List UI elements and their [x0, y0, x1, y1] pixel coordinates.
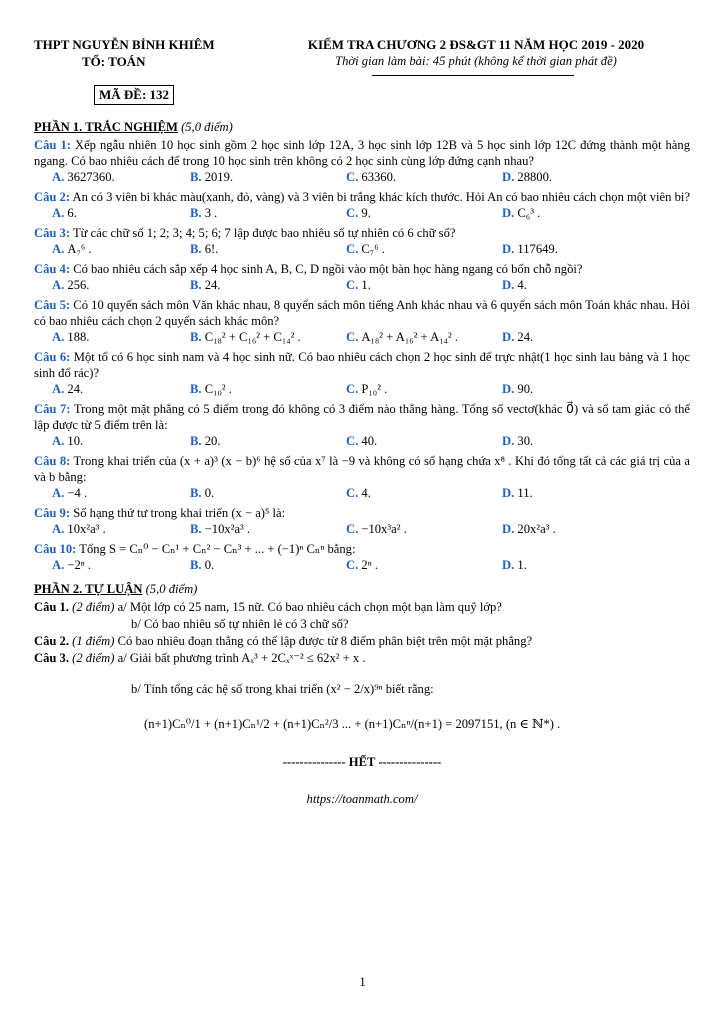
option-value: −4 . — [67, 486, 88, 500]
page-number: 1 — [359, 975, 366, 989]
option-value: 3627360. — [67, 170, 115, 184]
option-value: 40. — [361, 434, 378, 448]
option-value: 2019. — [204, 170, 234, 184]
option-c — [346, 169, 502, 186]
option-c — [346, 205, 502, 222]
option-d — [502, 241, 658, 258]
option-value: 6!. — [204, 242, 219, 256]
option-value: C₆³ . — [517, 206, 541, 220]
part1-points: (5,0 điểm) — [181, 120, 233, 134]
essay-q3a-text: a/ Giải bất phương trình Aₓ³ + 2Cₓˣ⁻² ≤ 62x² + x . — [117, 651, 366, 665]
option-letter: C. — [346, 278, 362, 292]
question-4 — [34, 261, 690, 277]
question-9 — [34, 505, 690, 521]
option-value: 4. — [361, 486, 371, 500]
essay-q2-label: Câu 2. — [34, 634, 69, 648]
question-label: Câu 6: — [34, 350, 71, 364]
option-value: C₁₀² . — [204, 382, 232, 396]
option-d — [502, 169, 658, 186]
option-value: −2ⁿ . — [67, 558, 92, 572]
options-row — [34, 521, 690, 538]
option-d — [502, 205, 658, 222]
question-7 — [34, 401, 690, 433]
question-text: Từ các chữ số 1; 2; 3; 4; 5; 6; 7 lập được bao nhiêu số tự nhiên có 6 chữ số? — [72, 226, 456, 240]
essay-q1-label: Câu 1. — [34, 600, 69, 614]
option-a — [34, 557, 190, 574]
option-d — [502, 521, 658, 538]
option-value: C₁₈² + C₁₆² + C₁₄² . — [204, 330, 301, 344]
option-letter: B. — [190, 170, 205, 184]
option-value: 30. — [517, 434, 534, 448]
header-divider — [372, 75, 574, 76]
options-row — [34, 205, 690, 222]
option-value: 24. — [67, 382, 84, 396]
option-d — [502, 329, 658, 346]
option-value: 0. — [204, 486, 215, 500]
option-letter: C. — [346, 434, 362, 448]
part2-title: PHẦN 2. TỰ LUẬN — [34, 582, 143, 596]
option-a — [34, 205, 190, 222]
question-list — [34, 137, 690, 574]
option-letter: D. — [502, 558, 518, 572]
part1-heading — [34, 120, 690, 135]
essay-q2-points: (1 điểm) — [72, 634, 115, 648]
option-letter: A. — [52, 206, 68, 220]
option-c — [346, 381, 502, 398]
question-8 — [34, 453, 690, 485]
question-text: Có 10 quyển sách môn Văn khác nhau, 8 quyển sách môn tiếng Anh khác nhau và 6 quyển sách môn Toán khác nhau. Hỏi có bao nhiêu cách chọn 2 quyển sách khác môn? — [34, 298, 690, 328]
option-letter: B. — [190, 558, 205, 572]
option-value: P₁₀² . — [361, 382, 388, 396]
option-letter: C. — [346, 382, 362, 396]
option-b — [190, 557, 346, 574]
question-label: Câu 2: — [34, 190, 71, 204]
option-a — [34, 485, 190, 502]
question-text: Trong khai triển của (x + a)³ (x − b)⁶ hệ số của x⁷ là −9 và không có số hạng chứa x⁸ . Khi đó tổng tất cả các giá trị của a và b bằng: — [34, 454, 690, 484]
question-text: Xếp ngẫu nhiên 10 học sinh gồm 2 học sinh lớp 12A, 3 học sinh lớp 12B và 5 học sinh lớp 12C đứng thành một hàng ngang. Có bao nhiêu cách để trong 10 học sinh trên không có 2 học sinh cùng lớp đứng cạnh nhau? — [34, 138, 690, 168]
option-value: 90. — [517, 382, 534, 396]
option-d — [502, 557, 658, 574]
option-letter: D. — [502, 522, 518, 536]
option-value: 11. — [517, 486, 533, 500]
option-letter: D. — [502, 170, 518, 184]
option-value: 0. — [204, 558, 215, 572]
options-row — [34, 557, 690, 574]
option-letter: B. — [190, 278, 205, 292]
part2-heading — [34, 582, 690, 597]
option-letter: A. — [52, 330, 68, 344]
options-row — [34, 241, 690, 258]
option-value: 28800. — [517, 170, 553, 184]
option-a — [34, 433, 190, 450]
essay-q2-text: Có bao nhiêu đoạn thẳng có thể lập được từ 8 điểm phân biệt trên một mặt phẳng? — [117, 634, 533, 648]
option-a — [34, 381, 190, 398]
question-3 — [34, 225, 690, 241]
question-label: Câu 9: — [34, 506, 71, 520]
options-row — [34, 329, 690, 346]
group-name: TỔ: TOÁN — [82, 54, 146, 69]
question-label: Câu 3: — [34, 226, 71, 240]
essay-q3-points: (2 điểm) — [72, 651, 115, 665]
option-a — [34, 169, 190, 186]
option-letter: D. — [502, 434, 518, 448]
option-d — [502, 433, 658, 450]
option-letter: D. — [502, 242, 518, 256]
essay-q1-points: (2 điểm) — [72, 600, 115, 614]
essay-q3a — [34, 650, 690, 667]
essay-q3-label: Câu 3. — [34, 651, 69, 665]
option-letter: B. — [190, 522, 205, 536]
option-value: 24. — [204, 278, 221, 292]
option-b — [190, 521, 346, 538]
options-row — [34, 277, 690, 294]
end-marker: --------------- HẾT --------------- — [282, 755, 442, 769]
option-letter: D. — [502, 330, 518, 344]
question-text: Có bao nhiêu cách sắp xếp 4 học sinh A, B, C, D ngồi vào một bàn học hàng ngang có bốn chỗ ngồi? — [73, 262, 583, 276]
option-letter: A. — [52, 558, 68, 572]
option-b — [190, 277, 346, 294]
option-letter: B. — [190, 434, 205, 448]
option-b — [190, 381, 346, 398]
option-letter: C. — [346, 522, 362, 536]
option-value: 24. — [517, 330, 534, 344]
source-url: https://toanmath.com/ — [306, 792, 418, 806]
exam-content — [34, 120, 690, 807]
question-label: Câu 4: — [34, 262, 71, 276]
essay-q3-formula: (n+1)Cₙ⁰/1 + (n+1)Cₙ¹/2 + (n+1)Cₙ²/3 ... + (n+1)Cₙⁿ/(n+1) = 2097151, (n ∈ ℕ*) . — [144, 717, 561, 731]
option-a — [34, 277, 190, 294]
option-value: 117649. — [517, 242, 558, 256]
option-value: C₇⁶ . — [361, 242, 385, 256]
option-b — [190, 169, 346, 186]
option-c — [346, 485, 502, 502]
question-5 — [34, 297, 690, 329]
option-letter: B. — [190, 206, 205, 220]
essay-q1a — [34, 599, 690, 616]
option-letter: C. — [346, 206, 362, 220]
option-value: 9. — [361, 206, 371, 220]
option-b — [190, 433, 346, 450]
option-value: 188. — [67, 330, 90, 344]
question-text: Một tổ có 6 học sinh nam và 4 học sinh nữ. Có bao nhiêu cách chọn 2 học sinh để trực nhật(1 học sinh lau bảng và 1 học sinh đổ rác)? — [34, 350, 690, 380]
option-b — [190, 485, 346, 502]
part2-body — [34, 599, 690, 733]
option-letter: A. — [52, 486, 68, 500]
exam-title: KIỂM TRA CHƯƠNG 2 ĐS&GT 11 NĂM HỌC 2019 - 2020 — [307, 37, 645, 52]
option-a — [34, 329, 190, 346]
option-c — [346, 329, 502, 346]
question-text: An có 3 viên bi khác màu(xanh, đỏ, vàng) và 3 viên bi trắng khác kích thước. Hỏi An có bao nhiêu cách chọn một viên bi? — [72, 190, 690, 204]
option-letter: C. — [346, 330, 362, 344]
question-label: Câu 7: — [34, 402, 71, 416]
option-d — [502, 381, 658, 398]
option-letter: B. — [190, 242, 205, 256]
options-row — [34, 381, 690, 398]
option-letter: A. — [52, 522, 68, 536]
option-value: 2ⁿ . — [361, 558, 378, 572]
part1-title: PHẦN 1. TRẮC NGHIỆM — [34, 120, 178, 134]
header-right — [262, 36, 690, 70]
option-letter: C. — [346, 242, 362, 256]
option-value: 1. — [517, 558, 527, 572]
option-letter: A. — [52, 434, 68, 448]
option-c — [346, 277, 502, 294]
essay-q1a-text: a/ Một lớp có 25 nam, 15 nữ. Có bao nhiêu cách chọn một bạn làm quỹ lớp? — [117, 600, 502, 614]
question-text: Trong một mặt phẳng có 5 điểm trong đó không có 3 điểm nào thẳng hàng. Tổng số vectơ(khác 0⃗) và số tam giác có thể lập được từ 5 điểm trên là: — [34, 402, 691, 432]
option-c — [346, 557, 502, 574]
option-letter: A. — [52, 242, 68, 256]
option-b — [190, 241, 346, 258]
option-c — [346, 433, 502, 450]
option-value: A₁₈² + A₁₆² + A₁₄² . — [361, 330, 459, 344]
school-name: THPT NGUYỄN BỈNH KHIÊM — [34, 37, 215, 52]
question-1 — [34, 137, 690, 169]
question-label: Câu 8: — [34, 454, 71, 468]
option-b — [190, 329, 346, 346]
exam-duration: Thời gian làm bài: 45 phút (không kể thời gian phát đề) — [335, 54, 617, 68]
essay-q3b: b/ Tính tổng các hệ số trong khai triển (x² − 2/x)⁹ⁿ biết rằng: — [131, 682, 434, 696]
option-letter: D. — [502, 206, 518, 220]
options-row — [34, 433, 690, 450]
header-left — [34, 36, 254, 70]
options-row — [34, 485, 690, 502]
option-value: 10. — [67, 434, 84, 448]
option-letter: D. — [502, 486, 518, 500]
essay-q1b: b/ Có bao nhiêu số tự nhiên lẻ có 3 chữ số? — [131, 617, 349, 631]
option-letter: A. — [52, 170, 68, 184]
option-value: 63360. — [361, 170, 397, 184]
question-label: Câu 10: — [34, 542, 77, 556]
option-a — [34, 241, 190, 258]
question-label: Câu 1: — [34, 138, 71, 152]
essay-q2 — [34, 633, 690, 650]
option-letter: B. — [190, 382, 205, 396]
option-value: 20x²a³ . — [517, 522, 556, 536]
option-d — [502, 277, 658, 294]
option-c — [346, 521, 502, 538]
option-b — [190, 205, 346, 222]
option-value: −10x³a² . — [361, 522, 407, 536]
options-row — [34, 169, 690, 186]
option-value: 256. — [67, 278, 90, 292]
question-2 — [34, 189, 690, 205]
option-value: 6. — [67, 206, 77, 220]
option-value: 3 . — [204, 206, 218, 220]
option-letter: A. — [52, 278, 68, 292]
question-10 — [34, 541, 690, 557]
question-text: Tổng S = Cₙ⁰ − Cₙ¹ + Cₙ² − Cₙ³ + ... + (−1)ⁿ Cₙⁿ bằng: — [79, 542, 356, 556]
option-letter: B. — [190, 486, 205, 500]
option-value: A₇⁶ . — [67, 242, 92, 256]
option-value: −10x²a³ . — [204, 522, 251, 536]
option-letter: A. — [52, 382, 68, 396]
exam-code-box: MÃ ĐỀ: 132 — [94, 85, 174, 105]
question-label: Câu 5: — [34, 298, 71, 312]
option-value: 4. — [517, 278, 527, 292]
option-d — [502, 485, 658, 502]
option-letter: C. — [346, 486, 362, 500]
option-value: 20. — [204, 434, 221, 448]
option-letter: D. — [502, 382, 518, 396]
option-letter: C. — [346, 558, 362, 572]
option-value: 10x²a³ . — [67, 522, 106, 536]
option-letter: B. — [190, 330, 205, 344]
option-a — [34, 521, 190, 538]
option-value: 1. — [361, 278, 371, 292]
part2-points: (5,0 điểm) — [145, 582, 198, 596]
question-6 — [34, 349, 690, 381]
option-letter: D. — [502, 278, 518, 292]
question-text: Số hạng thứ tư trong khai triển (x − a)⁵ là: — [73, 506, 286, 520]
option-c — [346, 241, 502, 258]
option-letter: C. — [346, 170, 362, 184]
